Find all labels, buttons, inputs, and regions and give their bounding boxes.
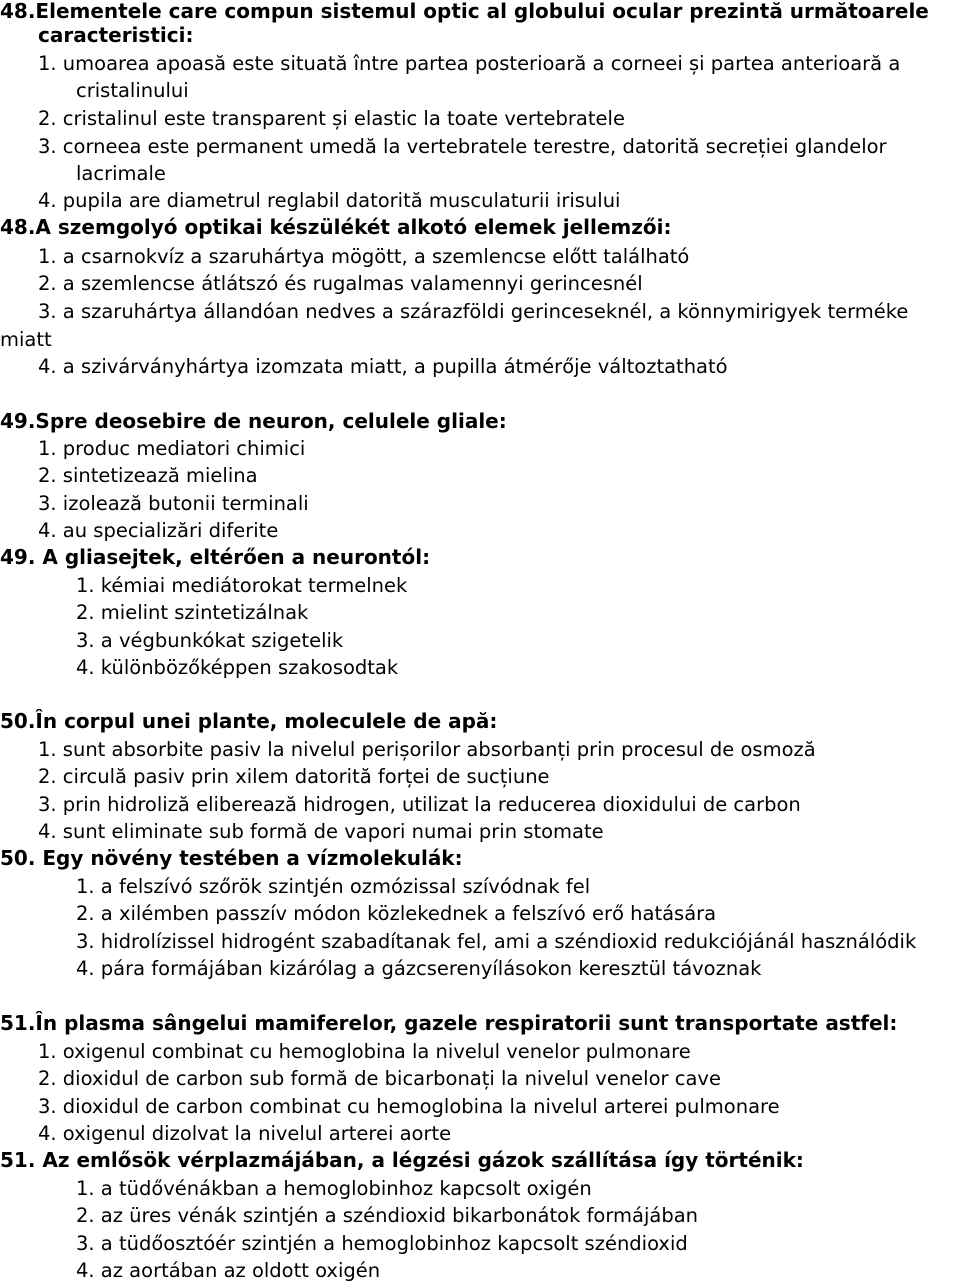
q49-ro-option-2: 2. sintetizează mielina <box>38 464 258 487</box>
q50-hu-option-4: 4. pára formájában kizárólag a gázcserenyílásokon keresztül távoznak <box>76 957 762 980</box>
q50-hu-option-3: 3. hidrolízissel hidrogént szabadítanak fel, ami a széndioxid redukciójánál használódik <box>76 930 917 953</box>
q50-hu-option-2: 2. a xilémben passzív módon közlekednek a felszívó erő hatására <box>76 902 717 925</box>
q48-hu-option-1: 1. a csarnokvíz a szaruhártya mögött, a szemlencse előtt található <box>38 245 690 268</box>
q50-hu-option-1: 1. a felszívó szőrök szintjén ozmózissal szívódnak fel <box>76 875 591 898</box>
q48-ro-option-1-line2: cristalinului <box>76 79 189 102</box>
q51-ro-option-4: 4. oxigenul dizolvat la nivelul arterei aorte <box>38 1122 452 1145</box>
q48-ro-option-3-line2: lacrimale <box>76 162 166 185</box>
q50-ro-title: 50.În corpul unei plante, moleculele de apă: <box>0 709 498 733</box>
q48-ro-option-1-line1: 1. umoarea apoasă este situată între partea posterioară a corneei și partea anterioară a <box>38 52 901 75</box>
q49-ro-option-3: 3. izolează butonii terminali <box>38 492 309 515</box>
q48-hu-option-3-line2: miatt <box>0 328 52 351</box>
q49-hu-option-4: 4. különbözőképpen szakosodtak <box>76 656 399 679</box>
q49-hu-title: 49. A gliasejtek, eltérően a neurontól: <box>0 545 431 569</box>
q49-ro-option-1: 1. produc mediatori chimici <box>38 437 306 460</box>
q49-ro-title: 49.Spre deosebire de neuron, celulele gliale: <box>0 409 507 433</box>
q51-hu-option-4: 4. az aortában az oldott oxigén <box>76 1259 381 1282</box>
q51-hu-option-3: 3. a tüdőosztóér szintjén a hemoglobinhoz kapcsolt széndioxid <box>76 1232 688 1255</box>
q49-hu-option-1: 1. kémiai mediátorokat termelnek <box>76 574 408 597</box>
q48-ro-option-3-line1: 3. corneea este permanent umedă la vertebratele terestre, datorită secreției glandelor <box>38 135 887 158</box>
q48-ro-option-4: 4. pupila are diametrul reglabil datorită musculaturii irisului <box>38 189 621 212</box>
q49-ro-option-4: 4. au specializări diferite <box>38 519 279 542</box>
q51-hu-option-2: 2. az üres vénák szintjén a széndioxid bikarbonátok formájában <box>76 1204 699 1227</box>
q51-hu-title: 51. Az emlősök vérplazmájában, a légzési gázok szállítása így történik: <box>0 1148 804 1172</box>
q48-hu-option-3-line1: 3. a szaruhártya állandóan nedves a szárazföldi gerinceseknél, a könnymirigyek terméke <box>38 300 909 323</box>
q51-ro-option-3: 3. dioxidul de carbon combinat cu hemoglobina la nivelul arterei pulmonare <box>38 1095 780 1118</box>
q48-hu-option-2: 2. a szemlencse átlátszó és rugalmas valamennyi gerincesnél <box>38 272 643 295</box>
q50-ro-option-3: 3. prin hidroliză eliberează hidrogen, utilizat la reducerea dioxidului de carbon <box>38 793 801 816</box>
q50-hu-title: 50. Egy növény testében a vízmolekulák: <box>0 846 463 870</box>
q50-ro-option-1: 1. sunt absorbite pasiv la nivelul perișorilor absorbanți prin procesul de osmoză <box>38 738 816 761</box>
q49-hu-option-3: 3. a végbunkókat szigetelik <box>76 629 344 652</box>
q51-ro-title: 51.În plasma sângelui mamiferelor, gazele respiratorii sunt transportate astfel: <box>0 1011 898 1035</box>
q48-ro-option-2: 2. cristalinul este transparent și elastic la toate vertebratele <box>38 107 625 130</box>
q48-ro-title-line2: caracteristici: <box>38 23 194 47</box>
q48-ro-title-line1: 48.Elementele care compun sistemul optic al globului ocular prezintă următoarele <box>0 0 929 23</box>
q48-hu-option-4: 4. a szivárványhártya izomzata miatt, a pupilla átmérője változtatható <box>38 355 728 378</box>
q49-hu-option-2: 2. mielint szintetizálnak <box>76 601 309 624</box>
q51-ro-option-1: 1. oxigenul combinat cu hemoglobina la nivelul venelor pulmonare <box>38 1040 691 1063</box>
q50-ro-option-4: 4. sunt eliminate sub formă de vapori numai prin stomate <box>38 820 604 843</box>
q50-ro-option-2: 2. circulă pasiv prin xilem datorită forței de sucțiune <box>38 765 550 788</box>
q48-hu-title: 48.A szemgolyó optikai készülékét alkotó elemek jellemzői: <box>0 215 672 239</box>
q51-ro-option-2: 2. dioxidul de carbon sub formă de bicarbonați la nivelul venelor cave <box>38 1067 721 1090</box>
q51-hu-option-1: 1. a tüdővénákban a hemoglobinhoz kapcsolt oxigén <box>76 1177 592 1200</box>
